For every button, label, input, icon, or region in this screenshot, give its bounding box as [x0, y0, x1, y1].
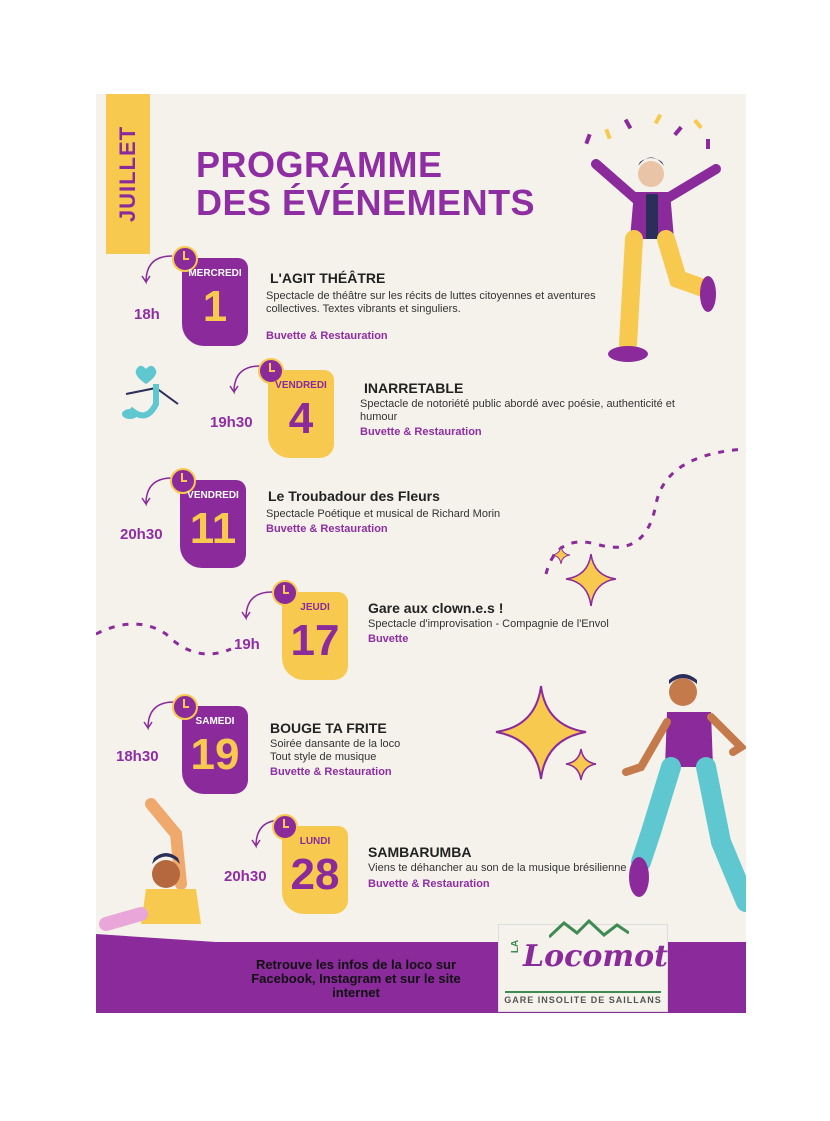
date-card	[282, 826, 348, 914]
title-line-1: PROGRAMME	[196, 144, 443, 185]
event-description: Spectacle de notoriété public abordé avec poésie, authenticité et humour	[360, 398, 675, 423]
event-extra: Buvette & Restauration	[270, 766, 392, 778]
event-title: SAMBARUMBA	[368, 844, 472, 860]
event-extra: Buvette & Restauration	[360, 426, 482, 438]
event-description: Spectacle d'improvisation - Compagnie de l'Envol	[368, 618, 609, 630]
date-card	[182, 258, 248, 346]
music-notes-icon	[116, 364, 186, 434]
date-card	[282, 592, 348, 680]
event-time: 18h30	[116, 748, 159, 765]
event-day: VENDREDI	[275, 380, 327, 391]
poster	[96, 94, 746, 1013]
event-time: 20h30	[120, 526, 163, 543]
event-date: 11	[189, 504, 237, 553]
event-description: Soirée dansante de la loco Tout style de musique	[270, 738, 401, 763]
mountains-icon	[549, 919, 629, 939]
month-label: JUILLET	[115, 125, 140, 223]
event-day: JEUDI	[300, 602, 330, 613]
event-title: L'AGIT THÉÂTRE	[270, 270, 386, 286]
date-card	[182, 706, 248, 794]
event-day: LUNDI	[299, 836, 331, 847]
dancer-illustration-top	[566, 114, 736, 374]
title-line-2: DES ÉVÉNEMENTS	[196, 182, 536, 223]
event-date: 1	[202, 282, 228, 331]
event-extra: Buvette & Restauration	[266, 523, 388, 535]
logo-tagline: GARE INSOLITE DE SAILLANS	[504, 995, 662, 1005]
footer-text: Retrouve les infos de la loco sur Facebook, Instagram et sur le site internet	[251, 957, 461, 1000]
event-title: BOUGE TA FRITE	[270, 720, 387, 736]
event-description: Spectacle de théâtre sur les récits de luttes citoyennes et aventures collectives. Textes vibrants et singuliers.	[266, 290, 596, 315]
event-time: 19h	[234, 636, 260, 653]
date-card	[180, 480, 246, 568]
event-extra: Buvette	[368, 633, 409, 645]
dancer-illustration-right	[621, 672, 746, 942]
event-time: 20h30	[224, 868, 267, 885]
logo-la: LA	[510, 939, 522, 954]
event-date: 28	[290, 850, 340, 899]
logo-name: Locomotive	[523, 939, 716, 974]
event-description: Spectacle Poétique et musical de Richard Morin	[266, 508, 501, 520]
event-time: 19h30	[210, 414, 253, 431]
date-card	[268, 370, 334, 458]
month-tab	[106, 94, 150, 254]
logo-divider	[505, 991, 661, 993]
event-day: VENDREDI	[187, 490, 239, 501]
locomotive-logo	[498, 924, 716, 1012]
page-title	[196, 146, 535, 222]
event-title: INARRETABLE	[364, 380, 464, 396]
curved-arrow-icon	[236, 588, 276, 638]
event-day: SAMEDI	[195, 716, 235, 727]
curved-arrow-icon	[136, 252, 176, 302]
event-title: Gare aux clown.e.s !	[368, 600, 504, 616]
event-date: 4	[288, 394, 314, 443]
event-extra: Buvette & Restauration	[266, 330, 388, 342]
event-title: Le Troubadour des Fleurs	[268, 488, 440, 504]
event-date: 19	[190, 730, 240, 779]
event-description: Viens te déhancher au son de la musique brésilienne	[368, 862, 627, 874]
event-date: 17	[290, 616, 340, 665]
event-time: 18h	[134, 306, 160, 323]
event-day: MERCREDI	[188, 268, 242, 279]
event-extra: Buvette & Restauration	[368, 878, 490, 890]
sparkle-icon	[546, 544, 626, 614]
